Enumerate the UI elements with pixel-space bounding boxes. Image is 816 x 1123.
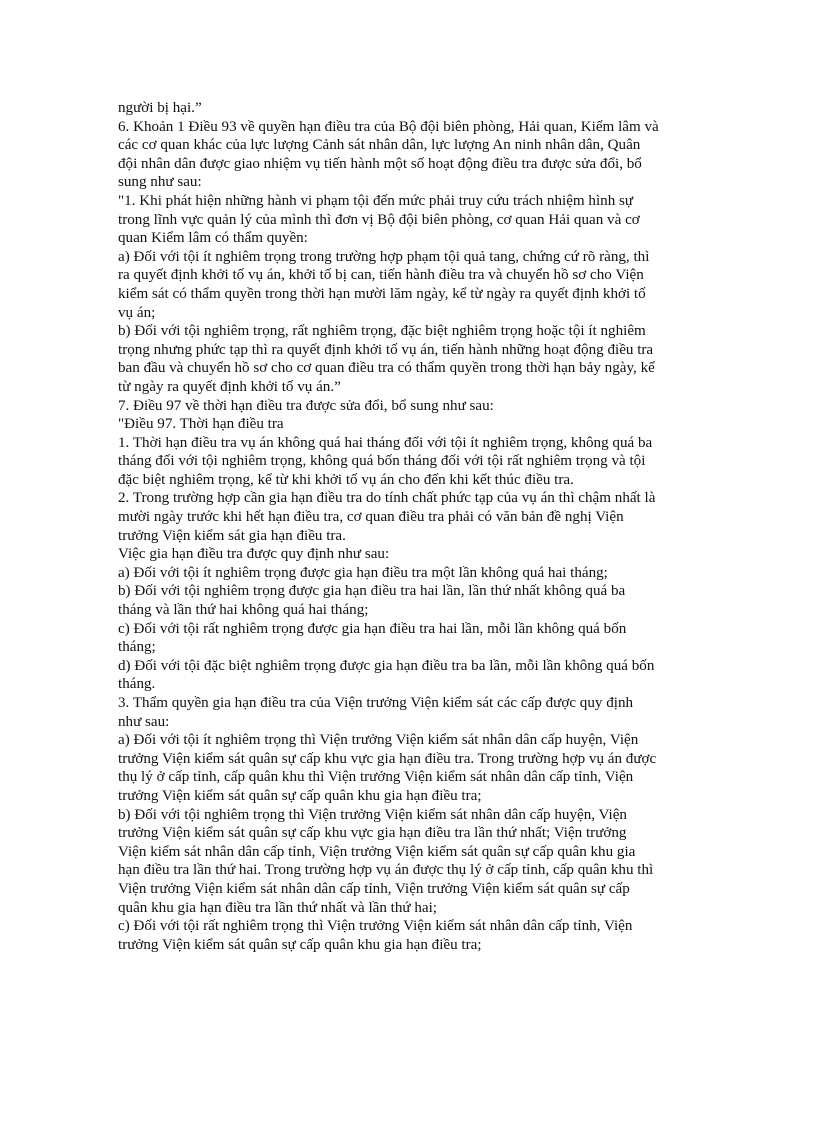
text-line: c) Đối với tội rất nghiêm trọng được gia hạn điều tra hai lần, mỗi lần không quá bốn [118, 620, 627, 637]
text-line: mười ngày trước khi hết hạn điều tra, cơ quan điều tra phải có văn bản đề nghị Viện [118, 509, 624, 526]
text-line: Viện trưởng Viện kiểm sát nhân dân cấp tỉnh, Viện trưởng Viện kiểm sát quân sự cấp [118, 880, 630, 897]
text-line: hạn điều tra lần thứ hai. Trong trường hợp vụ án được thụ lý ở cấp tỉnh, cấp quân khu thì [118, 862, 654, 879]
text-line: 3. Thẩm quyền gia hạn điều tra của Viện trưởng Viện kiểm sát các cấp được quy định [118, 695, 634, 711]
text-line: "1. Khi phát hiện những hành vi phạm tội đến mức phải truy cứu trách nhiệm hình sự [118, 192, 634, 209]
text-line: 1. Thời hạn điều tra vụ án không quá hai tháng đối với tội ít nghiêm trọng, không quá ba [118, 434, 653, 451]
document-body-text [118, 99, 708, 954]
text-line: trong lĩnh vực quản lý của mình thì đơn vị Bộ đội biên phòng, cơ quan Hải quan và cơ [118, 211, 640, 228]
text-line: đặc biệt nghiêm trọng, kể từ khi khởi tố vụ án cho đến khi kết thúc điều tra. [118, 471, 574, 488]
text-line: tháng; [118, 639, 156, 656]
text-line: Việc gia hạn điều tra được quy định như sau: [118, 546, 390, 563]
text-line: trưởng Viện kiểm sát quân sự cấp quân khu gia hạn điều tra; [118, 787, 482, 804]
text-line: tháng. [118, 676, 156, 693]
text-line: a) Đối với tội ít nghiêm trọng trong trường hợp phạm tội quả tang, chứng cứ rõ ràng, thì [118, 248, 650, 265]
text-line: trưởng Viện kiểm sát gia hạn điều tra. [118, 527, 346, 544]
text-line: c) Đối với tội rất nghiêm trọng thì Viện trưởng Viện kiểm sát nhân dân cấp tỉnh, Viện [118, 918, 633, 935]
text-line: đội nhân dân được giao nhiệm vụ tiến hành một số hoạt động điều tra được sửa đổi, bổ [118, 155, 642, 172]
text-line: quan Kiểm lâm có thẩm quyền: [118, 230, 308, 247]
text-line: 6. Khoản 1 Điều 93 về quyền hạn điều tra của Bộ đội biên phòng, Hải quan, Kiểm lâm và [118, 118, 659, 135]
text-line: người bị hại.” [118, 100, 202, 116]
text-line: sung như sau: [118, 174, 202, 191]
text-line: 7. Điều 97 về thời hạn điều tra được sửa đổi, bổ sung như sau: [118, 397, 494, 414]
text-line: ban đầu và chuyển hồ sơ cho cơ quan điều tra có thẩm quyền trong thời hạn bảy ngày, kể [118, 360, 655, 377]
text-line: trưởng Viện kiểm sát quân sự cấp khu vực gia hạn điều tra. Trong trường hợp vụ án được [118, 750, 657, 767]
text-line: b) Đối với tội nghiêm trọng được gia hạn điều tra hai lần, lần thứ nhất không quá ba [118, 583, 626, 600]
text-line: quân khu gia hạn điều tra lần thứ nhất và lần thứ hai; [118, 899, 437, 916]
text-line: thụ lý ở cấp tỉnh, cấp quân khu thì Viện trưởng Viện kiểm sát nhân dân cấp tỉnh, Viện [118, 769, 634, 786]
text-line: a) Đối với tội ít nghiêm trọng được gia hạn điều tra một lần không quá hai tháng; [118, 564, 608, 581]
text-line: a) Đối với tội ít nghiêm trọng thì Viện trưởng Viện kiểm sát nhân dân cấp huyện, Viện [118, 732, 639, 749]
text-line: "Điều 97. Thời hạn điều tra [118, 416, 284, 433]
text-line: ra quyết định khởi tố vụ án, khởi tố bị can, tiến hành điều tra và chuyển hồ sơ cho Viện [118, 267, 644, 284]
text-line: trưởng Viện kiểm sát quân sự cấp quân khu gia hạn điều tra; [118, 936, 482, 953]
text-line: 2. Trong trường hợp cần gia hạn điều tra do tính chất phức tạp của vụ án thì chậm nhất là [118, 490, 656, 507]
text-line: b) Đối với tội nghiêm trọng, rất nghiêm trọng, đặc biệt nghiêm trọng hoặc tội ít nghiêm [118, 323, 646, 340]
text-line: từ ngày ra quyết định khởi tố vụ án.” [118, 378, 341, 395]
text-line: như sau: [118, 713, 170, 730]
text-line: b) Đối với tội nghiêm trọng thì Viện trưởng Viện kiểm sát nhân dân cấp huyện, Viện [118, 806, 627, 823]
text-line: các cơ quan khác của lực lượng Cảnh sát nhân dân, lực lượng An ninh nhân dân, Quân [118, 137, 641, 154]
text-line: d) Đối với tội đặc biệt nghiêm trọng được gia hạn điều tra ba lần, mỗi lần không quá bốn [118, 657, 655, 674]
text-line: trưởng Viện kiểm sát quân sự cấp khu vực gia hạn điều tra lần thứ nhất; Viện trưởng [118, 825, 627, 842]
text-line: trọng nhưng phức tạp thì ra quyết định khởi tố vụ án, tiến hành những hoạt động điều tra [118, 341, 654, 358]
text-line: tháng đối với tội nghiêm trọng, không quá bốn tháng đối với tội rất nghiêm trọng và tội [118, 453, 646, 470]
text-line: kiểm sát có thẩm quyền trong thời hạn mười lăm ngày, kể từ ngày ra quyết định khởi tố [118, 285, 646, 302]
text-line: Viện kiểm sát nhân dân cấp tỉnh, Viện trưởng Viện kiểm sát quân sự cấp quân khu gia [118, 843, 636, 860]
text-line: tháng và lần thứ hai không quá hai tháng; [118, 602, 369, 619]
text-line: vụ án; [118, 304, 156, 321]
